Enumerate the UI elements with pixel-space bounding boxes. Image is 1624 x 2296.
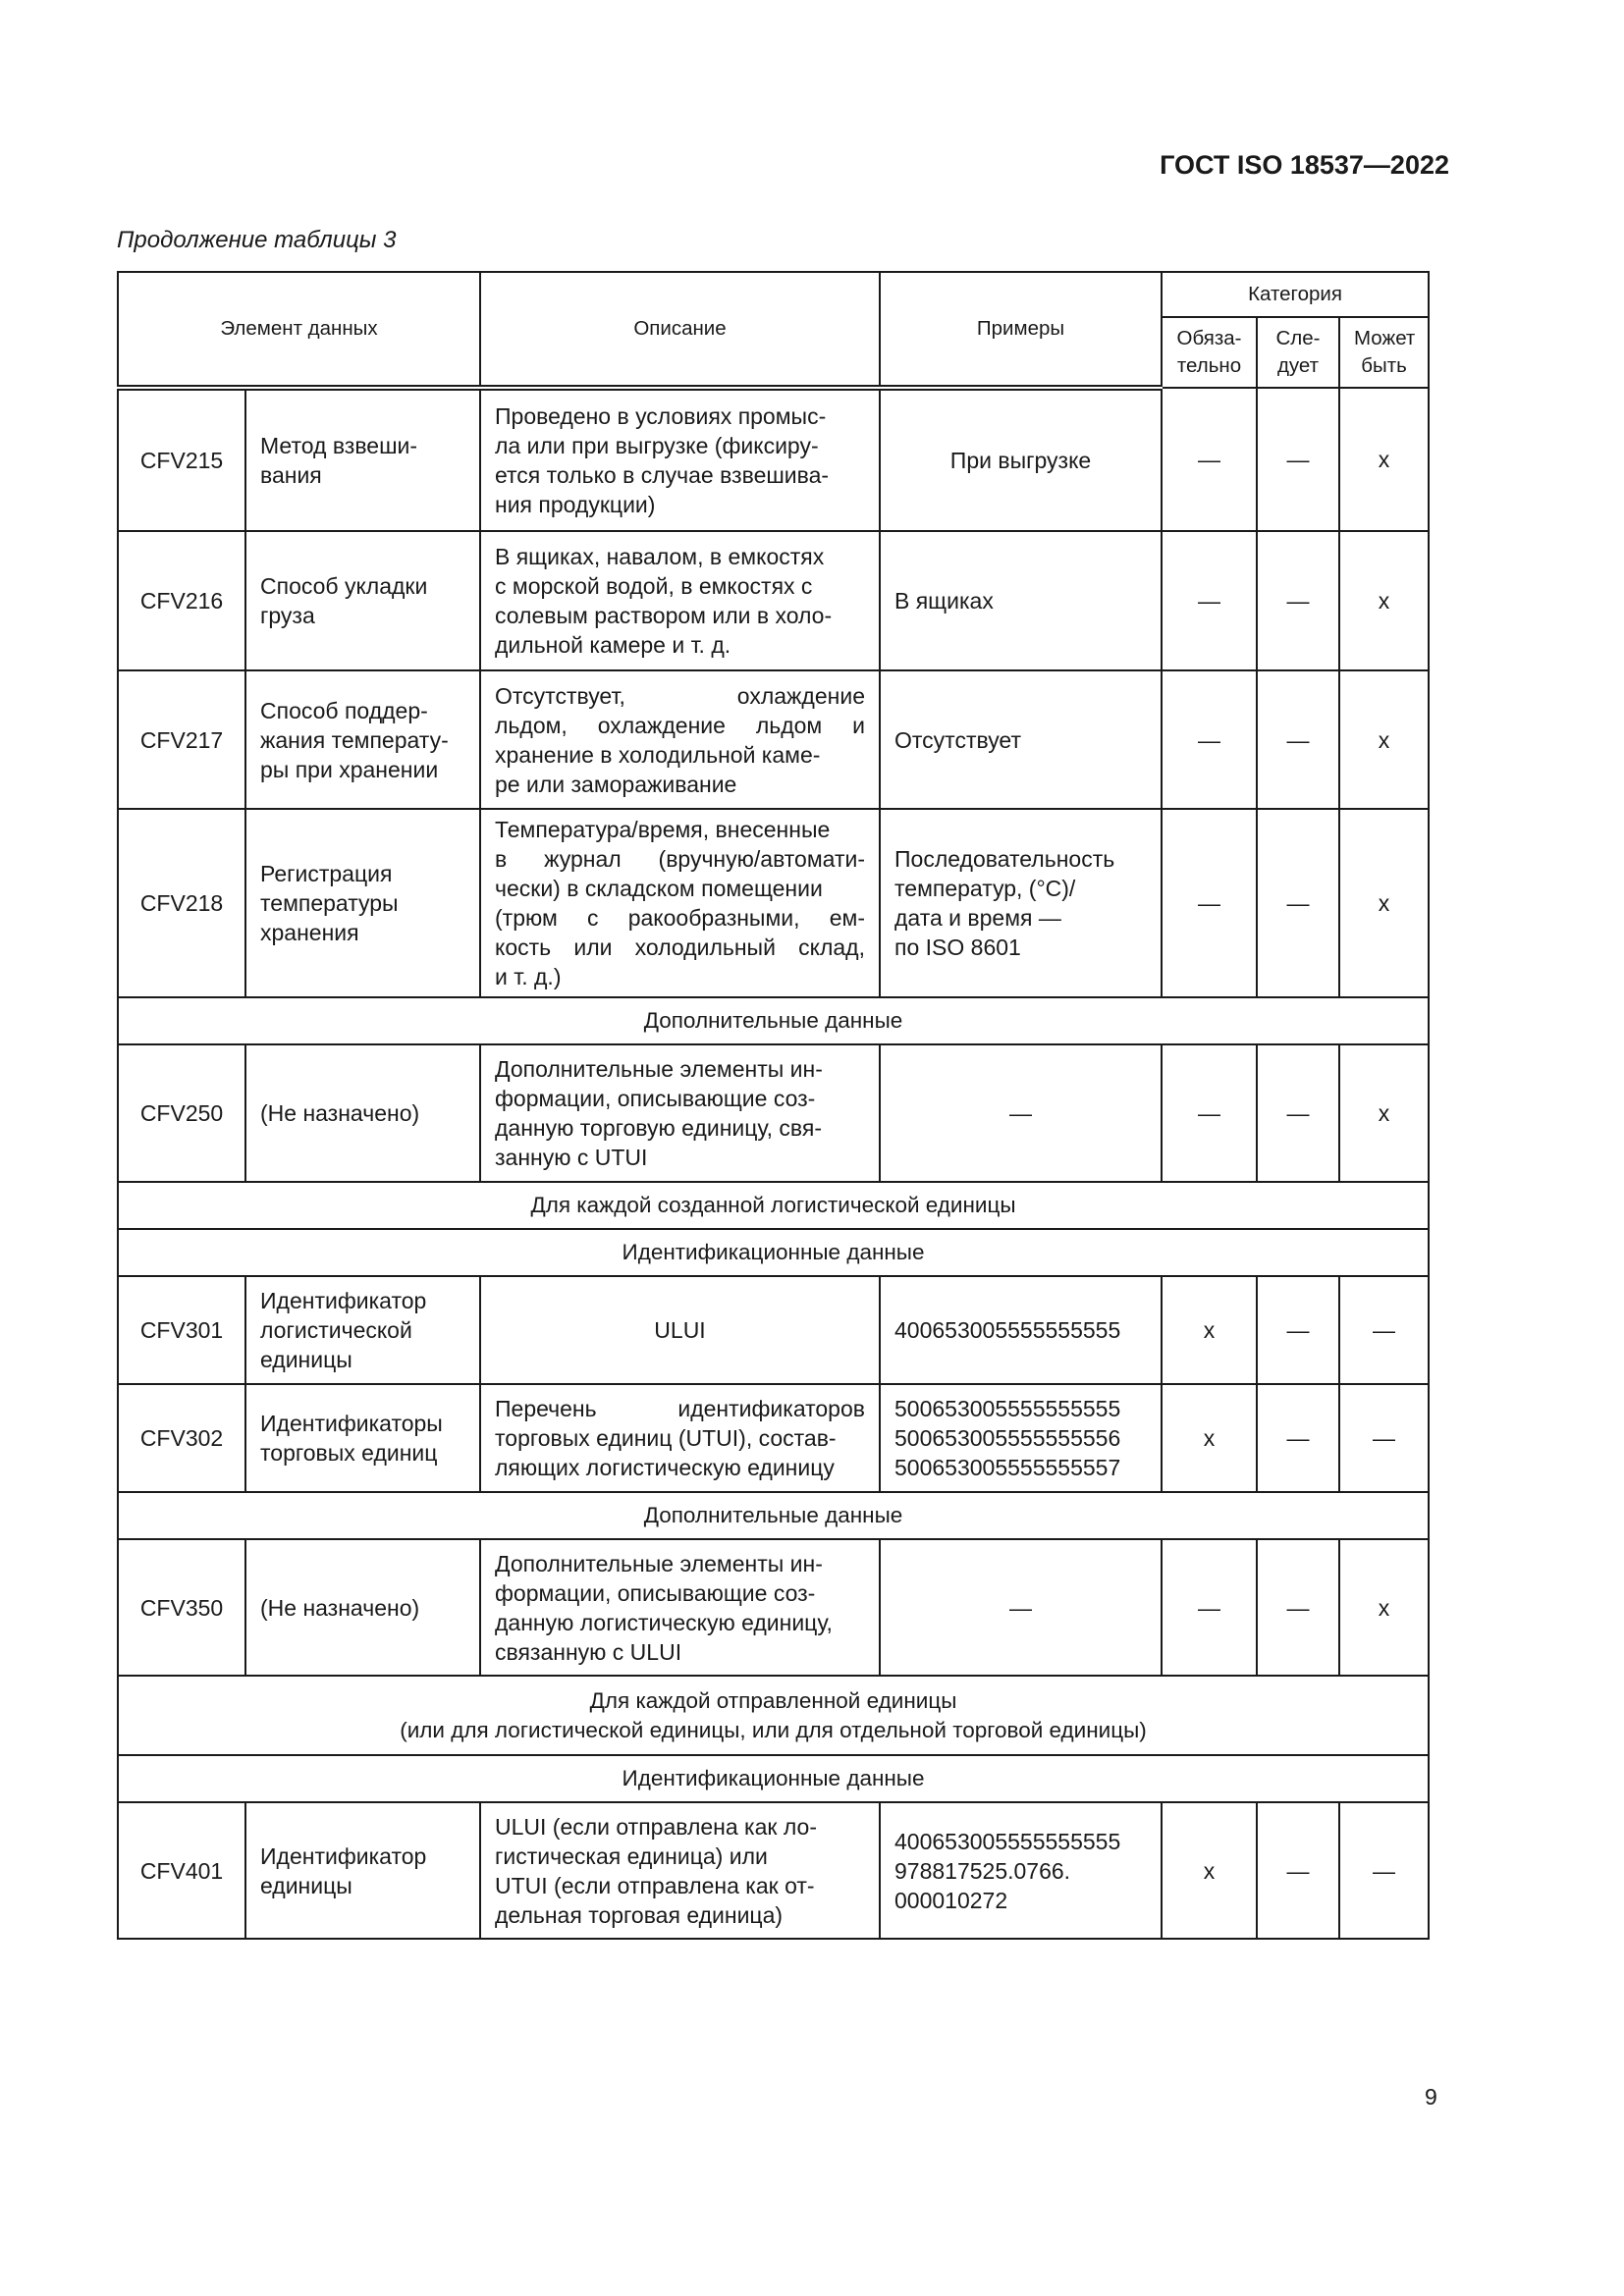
element-code: CFV217 [118, 670, 245, 809]
category-should: — [1257, 809, 1339, 997]
table-row [118, 531, 1429, 670]
category-may: x [1339, 531, 1429, 670]
section-row [118, 1676, 1429, 1755]
section-heading: Для каждой отправленной единицы (или для логистической единицы, или для отдельной торговой единицы) [118, 1676, 1429, 1755]
element-example: — [880, 1044, 1162, 1182]
element-name: (Не назначено) [245, 1539, 480, 1676]
element-example: 400653005555555555 978817525.0766. 000010272 [880, 1802, 1162, 1939]
category-mandatory: x [1162, 1384, 1257, 1492]
element-name: Идентификаторы торговых единиц [245, 1384, 480, 1492]
element-name: Метод взвеши- вания [245, 388, 480, 531]
header-should: Сле- дует [1257, 317, 1339, 388]
element-description: Перечень идентификаторов торговых единиц (UTUI), состав- ляющих логистическую единицу [480, 1384, 880, 1492]
element-description: Отсутствует, охлаждение льдом, охлаждение льдом и хранение в холодильной каме- ре или замораживание [480, 670, 880, 809]
table-row [118, 388, 1429, 531]
element-example: Отсутствует [880, 670, 1162, 809]
section-row [118, 997, 1429, 1044]
section-heading: Для каждой созданной логистической единицы [118, 1182, 1429, 1229]
section-heading: Идентификационные данные [118, 1229, 1429, 1276]
category-mandatory: — [1162, 670, 1257, 809]
header-element: Элемент данных [118, 272, 480, 388]
element-example: В ящиках [880, 531, 1162, 670]
element-description: Дополнительные элементы ин- формации, описывающие соз- данную торговую единицу, свя- занную с UTUI [480, 1044, 880, 1182]
header-description: Описание [480, 272, 880, 388]
header-examples: Примеры [880, 272, 1162, 388]
table-row [118, 1539, 1429, 1676]
element-code: CFV218 [118, 809, 245, 997]
category-should: — [1257, 1802, 1339, 1939]
table-row [118, 670, 1429, 809]
category-should: — [1257, 670, 1339, 809]
element-code: CFV215 [118, 388, 245, 531]
table-row [118, 1044, 1429, 1182]
element-name: Идентификатор единицы [245, 1802, 480, 1939]
category-should: — [1257, 531, 1339, 670]
category-should: — [1257, 1539, 1339, 1676]
category-may: x [1339, 670, 1429, 809]
category-mandatory: — [1162, 531, 1257, 670]
category-mandatory: — [1162, 388, 1257, 531]
element-description: Температура/время, внесенные в журнал (вручную/автомати- чески) в складском помещении (трюм с ракообразными, ем- кость или холодильный склад, и т. д.) [480, 809, 880, 997]
category-mandatory: x [1162, 1276, 1257, 1384]
category-mandatory: x [1162, 1802, 1257, 1939]
page-number: 9 [1425, 2084, 1437, 2109]
category-may: — [1339, 1384, 1429, 1492]
section-heading: Дополнительные данные [118, 997, 1429, 1044]
category-should: — [1257, 388, 1339, 531]
category-should: — [1257, 1384, 1339, 1492]
section-row [118, 1182, 1429, 1229]
header-category: Категория [1162, 272, 1429, 317]
element-description: ULUI [480, 1276, 880, 1384]
section-row [118, 1229, 1429, 1276]
category-should: — [1257, 1276, 1339, 1384]
category-mandatory: — [1162, 1044, 1257, 1182]
table-caption: Продолжение таблицы 3 [117, 227, 397, 253]
category-may: x [1339, 1044, 1429, 1182]
header-may: Может быть [1339, 317, 1429, 388]
category-mandatory: — [1162, 1539, 1257, 1676]
category-may: x [1339, 809, 1429, 997]
section-heading: Дополнительные данные [118, 1492, 1429, 1539]
data-elements-table [117, 271, 1430, 1940]
category-mandatory: — [1162, 809, 1257, 997]
document-code: ГОСТ ISO 18537—2022 [1160, 150, 1449, 180]
table-row [118, 1384, 1429, 1492]
category-may: — [1339, 1276, 1429, 1384]
table-header-row [118, 272, 1429, 317]
element-code: CFV216 [118, 531, 245, 670]
table-row [118, 1276, 1429, 1384]
element-code: CFV401 [118, 1802, 245, 1939]
element-example: При выгрузке [880, 388, 1162, 531]
element-example: 400653005555555555 [880, 1276, 1162, 1384]
category-may: — [1339, 1802, 1429, 1939]
category-should: — [1257, 1044, 1339, 1182]
table-row [118, 809, 1429, 997]
category-may: x [1339, 1539, 1429, 1676]
element-name: Регистрация температуры хранения [245, 809, 480, 997]
element-example: — [880, 1539, 1162, 1676]
section-heading: Идентификационные данные [118, 1755, 1429, 1802]
header-mandatory: Обяза- тельно [1162, 317, 1257, 388]
element-description: В ящиках, навалом, в емкостях с морской водой, в емкостях с солевым раствором или в холо- дильной камере и т. д. [480, 531, 880, 670]
element-name: (Не назначено) [245, 1044, 480, 1182]
element-code: CFV301 [118, 1276, 245, 1384]
element-description: Проведено в условиях промыс- ла или при выгрузке (фиксиру- ется только в случае взвешива- ния продукции) [480, 388, 880, 531]
element-code: CFV350 [118, 1539, 245, 1676]
element-example: 500653005555555555 500653005555555556 500653005555555557 [880, 1384, 1162, 1492]
category-may: x [1339, 388, 1429, 531]
element-example: Последовательность температур, (°C)/ дата и время — по ISO 8601 [880, 809, 1162, 997]
element-description: Дополнительные элементы ин- формации, описывающие соз- данную логистическую единицу, связанную с ULUI [480, 1539, 880, 1676]
section-row [118, 1755, 1429, 1802]
section-row [118, 1492, 1429, 1539]
table-row [118, 1802, 1429, 1939]
element-name: Идентификатор логистической единицы [245, 1276, 480, 1384]
element-name: Способ поддер- жания температу- ры при хранении [245, 670, 480, 809]
element-description: ULUI (если отправлена как ло- гистическая единица) или UTUI (если отправлена как от- дельная торговая единица) [480, 1802, 880, 1939]
element-name: Способ укладки груза [245, 531, 480, 670]
element-code: CFV302 [118, 1384, 245, 1492]
element-code: CFV250 [118, 1044, 245, 1182]
